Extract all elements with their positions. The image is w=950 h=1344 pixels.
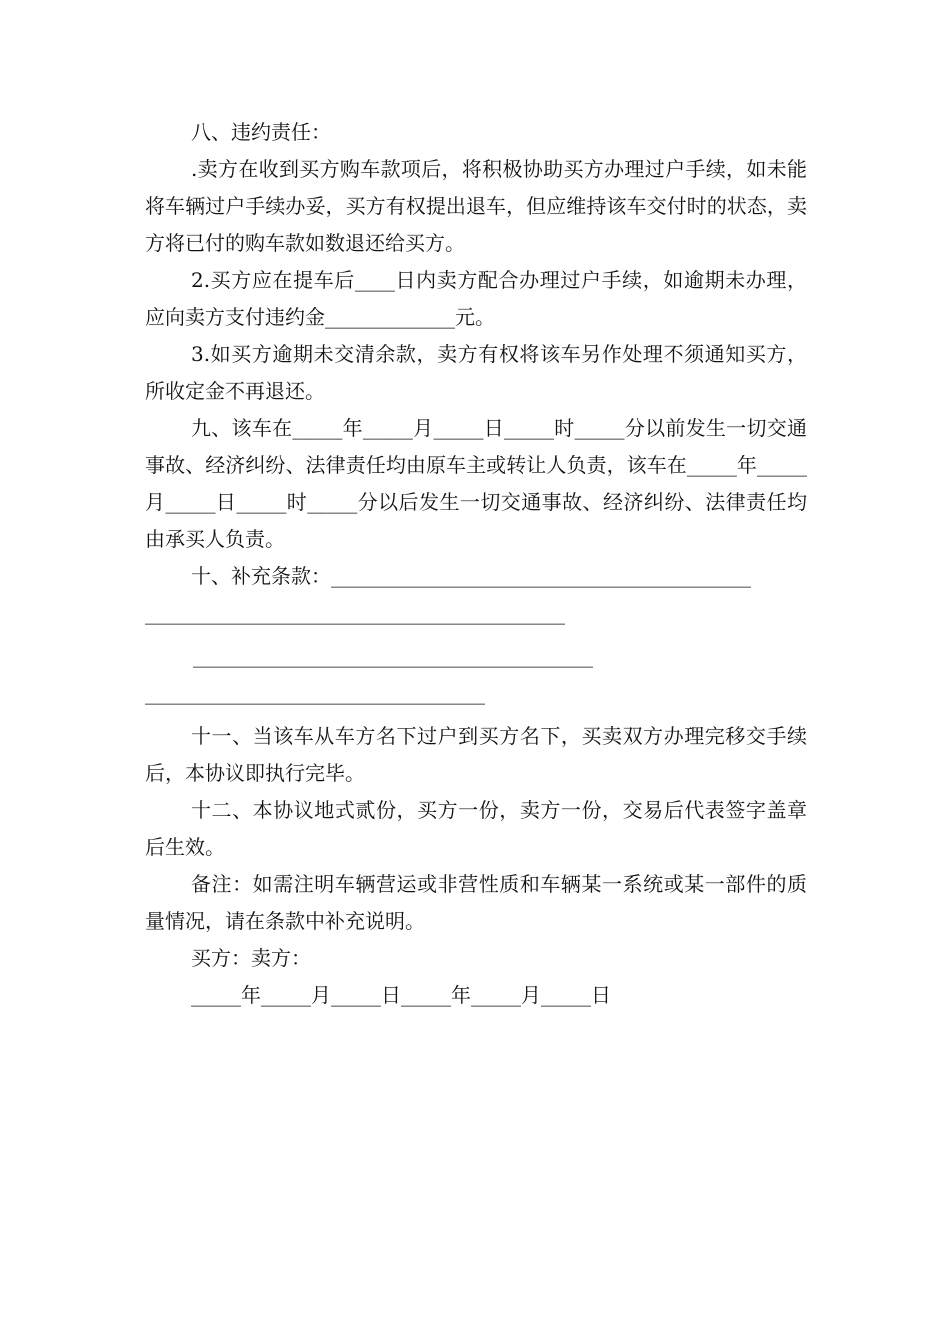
section10-row1 [145, 558, 807, 595]
section12-text: 十二、本协议地式贰份，买方一份，卖方一份，交易后代表签字盖章后生效。 [145, 798, 807, 859]
section10-label: 十、补充条款： [191, 564, 331, 588]
document-page [145, 114, 807, 1014]
section8-item3: 3.如买方逾期未交清余款，卖方有权将该车另作处理不须通知买方，所收定金不再退还。 [145, 342, 807, 403]
section10-blank-line3: ________________________________________ [193, 644, 593, 668]
section11-text: 十一、当该车从车方名下过户到买方名下，买卖双方办理完移交手续后，本协议即执行完毕。 [145, 724, 807, 785]
section8-heading: 八、违约责任： [191, 120, 331, 144]
section9-text: 九、该车在_____年_____月_____日_____时_____分以前发生一切交通事故、经济纠纷、法律责任均由原车主或转让人负责，该车在_____年_____月_____日_____时_____分以后发生一切交通事故、经济纠纷、法律责任均由承买人负责。 [145, 416, 807, 551]
note-text: 备注：如需注明车辆营运或非营性质和车辆某一系统或某一部件的质量情况，请在条款中补充说明。 [145, 872, 807, 933]
section10-blank-line1: __________________________________________ [331, 564, 751, 588]
signature-dates: _____年_____月_____日_____年_____月_____日 [191, 983, 611, 1007]
section10-blank-line4: __________________________________ [145, 681, 485, 705]
section8-item2: 2.买方应在提车后____日内卖方配合办理过户手续，如逾期未办理，应向卖方支付违约金_____________元。 [145, 268, 807, 329]
section10-blank-line2: __________________________________________ [145, 601, 565, 625]
signature-parties: 买方：卖方： [191, 946, 311, 970]
section8-item1: .卖方在收到买方购车款项后，将积极协助买方办理过户手续，如未能将车辆过户手续办妥，买方有权提出退车，但应维持该车交付时的状态，卖方将已付的购车款如数退还给买方。 [145, 157, 807, 255]
